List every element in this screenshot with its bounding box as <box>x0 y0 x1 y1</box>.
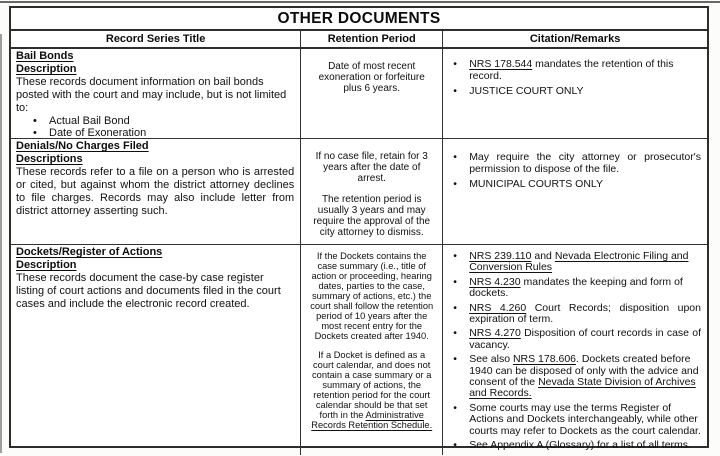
citation-text: NRS 4.270 Disposition of court records in case of vacancy. <box>469 327 701 351</box>
scan-edge-left-line <box>0 34 2 453</box>
retention-text: If no case file, retain for 3 years after the date of arrest. <box>315 151 428 184</box>
record-title: Dockets/Register of Actions <box>16 246 163 258</box>
list-item-text: Date of Exoneration <box>49 127 147 138</box>
description-label: Description <box>16 258 77 271</box>
description-label: Descriptions <box>16 152 83 165</box>
description-label: Description <box>16 62 77 75</box>
record-series-cell <box>11 49 301 138</box>
bullet-icon: • <box>453 301 457 314</box>
description-text: These records document the case-by case register listing of court actions and documents filed in the court cases and include the electronic record created. <box>16 271 281 310</box>
other-documents-table <box>9 6 709 452</box>
citation-text: NRS 178.544 mandates the retention of this record. <box>469 58 674 82</box>
citation-text: See also NRS 178.606. Dockets created before 1940 can be disposed of only with the advice and consent of the Nevada State Division of Archives and Records. <box>469 353 699 400</box>
citation-text: May require the city attorney or prosecutor's permission to dispose of the file. <box>469 151 701 175</box>
record-series-cell <box>11 139 301 244</box>
citation-item <box>449 440 701 451</box>
table-title: OTHER DOCUMENTS <box>11 8 707 31</box>
bullet-icon: • <box>453 401 457 414</box>
table-row-bail-bonds <box>11 49 707 139</box>
bullet-icon: • <box>453 178 457 190</box>
column-header-retention-period: Retention Period <box>301 31 443 47</box>
scan-edge-top-line <box>0 1 720 3</box>
retention-text: Date of most recent exoneration or forfeiture plus 6 years. <box>318 61 425 94</box>
bullet-icon: • <box>453 275 457 288</box>
list-item-text: Actual Bail Bond <box>49 114 130 127</box>
retention-text: The retention period is usually 3 years and may require the approval of the city attorney to dismiss. <box>313 194 431 238</box>
table-row-denials-no-charges-filed <box>11 139 707 245</box>
retention-period-cell <box>301 139 443 244</box>
description-text: These records document information on bail bonds posted with the court and may include, but is not limited to: <box>16 75 287 114</box>
record-series-cell <box>11 245 301 455</box>
retention-text: If a Docket is defined as a court calendar, and does not contain a case summary or a summary of actions, the retention period for the court calendar should be that set forth in the Administrative Records Retention Schedule. <box>311 350 433 430</box>
bullet-icon: • <box>453 151 457 163</box>
citation-item <box>449 178 701 190</box>
column-header-citation-remarks: Citation/Remarks <box>529 33 621 45</box>
citation-text: NRS 4.230 mandates the keeping and form of dockets. <box>469 275 683 300</box>
bullet-icon: • <box>33 114 37 127</box>
citation-item <box>449 85 701 97</box>
citation-item <box>449 328 701 351</box>
description-text: These records refer to a file on a person who is arrested or cited, but against whom the district attorney declines to file charges. Records may also include letter from district attorney asserting such. <box>16 165 295 217</box>
list-item <box>16 115 294 128</box>
citation-remarks-cell <box>443 139 707 244</box>
bullet-icon: • <box>453 439 457 452</box>
citation-item <box>449 251 701 274</box>
column-header-record-series-title: Record Series Title <box>11 31 301 47</box>
citation-item <box>449 303 701 326</box>
bullet-icon: • <box>453 58 457 70</box>
citation-text: MUNICIPAL COURTS ONLY <box>469 178 603 190</box>
citation-text: Some courts may use the terms Register of Actions and Dockets interchangeably, while other courts may refer to Dockets as the court calendar. <box>469 401 701 437</box>
citation-item <box>449 354 701 400</box>
citation-text: JUSTICE COURT ONLY <box>469 85 584 97</box>
citation-item <box>449 403 701 437</box>
citation-text: NRS 4.260 Court Records; disposition upon expiration of term. <box>469 301 701 326</box>
citation-item <box>449 58 701 82</box>
citation-text: NRS 239.110 and Nevada Electronic Filing and Conversion Rules <box>469 250 689 274</box>
bullet-icon: • <box>453 327 457 340</box>
bullet-icon: • <box>453 353 457 366</box>
retention-period-cell <box>301 245 443 455</box>
table-header-row <box>11 31 707 49</box>
bullet-icon: • <box>453 85 457 97</box>
record-title: Bail Bonds <box>16 50 74 62</box>
citation-remarks-cell <box>443 49 707 138</box>
bullet-icon: • <box>33 127 37 138</box>
retention-text: If the Dockets contains the case summary (i.e., title of action or proceeding, hearing dates, parties to the case, summary of actions, etc.) the court shall follow the retention period of 10 years after the most recent entry for the Dockets created after 1940. <box>310 251 434 341</box>
citation-item <box>449 277 701 300</box>
retention-period-cell <box>301 49 443 138</box>
table-row-dockets-register-of-actions <box>11 245 707 455</box>
list-item <box>16 127 294 138</box>
citation-remarks-cell <box>443 245 707 455</box>
record-title: Denials/No Charges Filed <box>16 140 149 152</box>
bullet-icon: • <box>453 250 457 262</box>
citation-text: See Appendix A (Glossary) for a list of all terms. <box>469 439 691 452</box>
citation-item <box>449 151 701 175</box>
